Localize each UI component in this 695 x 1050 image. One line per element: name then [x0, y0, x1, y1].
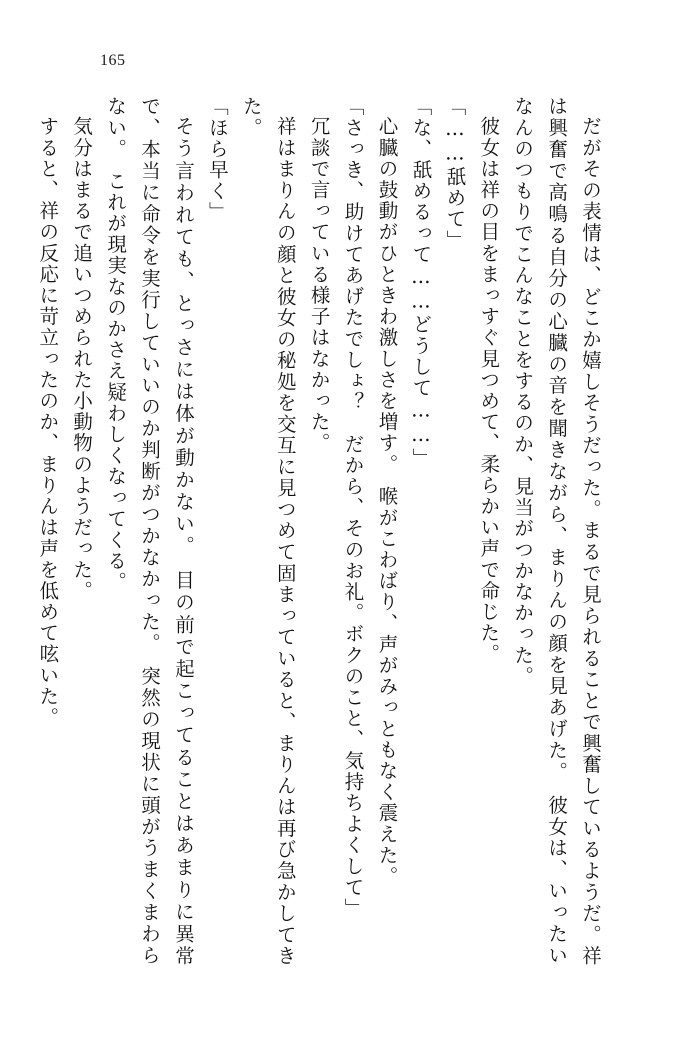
body-paragraph: 心臓の鼓動がひときわ激しさを増す。 喉がこわばり、声がみっともなく震えた。: [375, 115, 399, 887]
body-paragraph: 冗談で言っている様子はなかった。: [307, 115, 331, 454]
body-paragraph: 「ほら早く」: [205, 96, 229, 223]
body-paragraph: 「さっき、助けてあげたでしょ？ だから、そのお礼。ボクのこと、気持ちよくして」: [341, 96, 365, 919]
body-paragraph: 「……舐めて」: [443, 96, 467, 251]
page-number: 165: [100, 52, 126, 69]
body-paragraph: 祥はまりんの顔と彼女の秘処を交互に見つめて固まっていると、まりんは再び急かしてきた。: [239, 96, 297, 966]
body-paragraph: そう言われても、とっさには体が動かない。 目の前で起こってることはあまりに異常で、本当に命令を実行していいのか判断がつかなかった。 突然の現状に頭がうまくまわらない。 これが現実なのかさえ疑わしくなってくる。: [104, 96, 195, 966]
body-paragraph: 彼女は祥の目をまっすぐ見つめて、柔らかい声で命じた。: [477, 115, 501, 665]
body-paragraph: 「な、舐めるって……どうして……」: [409, 96, 433, 469]
body-paragraph: すると、祥の反応に苛立ったのか、まりんは声を低めて呟いた。: [36, 115, 60, 728]
body-paragraph: だがその表情は、どこか嬉しそうだった。まるで見られることで興奮しているようだ。祥は興奮で高鳴る自分の心臓の音を聞きながら、まりんの顔を見あげた。 彼女は、いったいなんのつもりでこんなことをするのか、見当がつかなかった。: [511, 96, 602, 966]
vertical-body-text: [36, 96, 607, 966]
body-paragraph: 気分はまるで追いつめられた小動物のようだった。: [70, 115, 94, 601]
